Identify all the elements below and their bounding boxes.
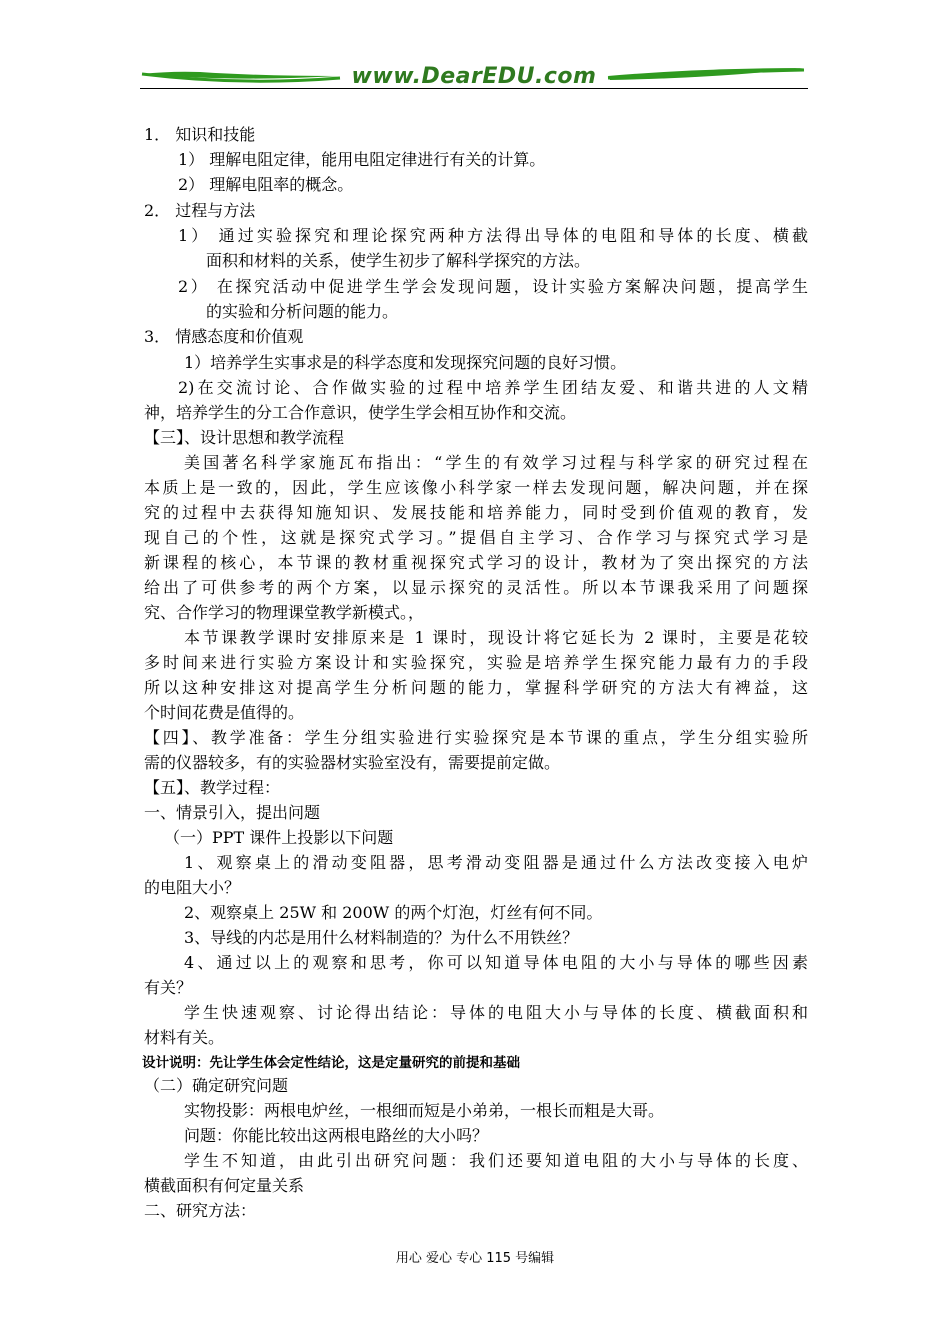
paragraph-line: 新课程的核心，本节课的教材重视探究式学习的设计，教材为了突出探究的方法 bbox=[144, 553, 808, 572]
list-item: 1） 通过实验探究和理论探究两种方法得出导体的电阻和导体的长度、横截 bbox=[178, 226, 808, 245]
paragraph-line: 学生快速观察、讨论得出结论：导体的电阻大小与导体的长度、横截面积和 bbox=[184, 1003, 808, 1022]
paragraph-line: 学生不知道，由此引出研究问题：我们还要知道电阻的大小与导体的长度、 bbox=[184, 1151, 808, 1170]
question-item: 4、通过以上的观察和思考，你可以知道导体电阻的大小与导体的哪些因素 bbox=[184, 953, 808, 972]
paragraph-line: 神，培养学生的分工合作意识，使学生学会相互协作和交流。 bbox=[144, 403, 577, 422]
paragraph-line: 究的过程中去获得知施知识、发展技能和培养能力，同时受到价值观的教育，发 bbox=[144, 503, 808, 522]
list-item-cont: 面积和材料的关系，使学生初步了解科学探究的方法。 bbox=[206, 251, 591, 270]
list-item: 1） 理解电阻定律，能用电阻定律进行有关的计算。 bbox=[178, 150, 546, 169]
paragraph-line: 实物投影：两根电炉丝，一根细而短是小弟弟，一根长而粗是大哥。 bbox=[184, 1101, 665, 1120]
paragraph-line: 本节课教学课时安排原来是 1 课时，现设计将它延长为 2 课时，主要是花较 bbox=[184, 628, 808, 647]
section-heading: 【五】、教学过程： bbox=[144, 778, 281, 797]
subheading: （二）确定研究问题 bbox=[144, 1076, 289, 1095]
question-item-cont: 的电阻大小？ bbox=[144, 878, 241, 897]
question-item-cont: 有关？ bbox=[144, 978, 193, 997]
page-footer: 用心 爱心 专心 115 号编辑 bbox=[395, 1251, 555, 1266]
paragraph-line: 问题：你能比较出这两根电路丝的大小吗？ bbox=[184, 1126, 489, 1145]
subheading: （一）PPT 课件上投影以下问题 bbox=[164, 828, 394, 847]
question-item: 2、观察桌上 25W 和 200W 的两个灯泡，灯丝有何不同。 bbox=[184, 903, 603, 922]
design-note: 设计说明：先让学生体会定性结论，这是定量研究的前提和基础 bbox=[142, 1055, 520, 1071]
paragraph-line: 究、合作学习的物理课堂教学新模式。， bbox=[144, 603, 425, 622]
header-banner bbox=[140, 62, 808, 94]
header-divider bbox=[140, 88, 808, 89]
paragraph-line: 所以这种安排这对提高学生分析问题的能力，掌握科学研究的方法大有裨益，这 bbox=[144, 678, 808, 697]
list-item: 2)在交流讨论、合作做实验的过程中培养学生团结友爱、和谐共进的人文精 bbox=[178, 378, 808, 397]
section-heading: 【三】、设计思想和教学流程 bbox=[144, 428, 345, 447]
paragraph-line: 本质上是一致的，因此，学生应该像小科学家一样去发现问题，解决问题，并在探 bbox=[144, 478, 808, 497]
paragraph-line: 美国著名科学家施瓦布指出：“学生的有效学习过程与科学家的研究过程在 bbox=[184, 453, 808, 472]
paragraph-line: 横截面积有何定量关系 bbox=[144, 1176, 305, 1195]
list-item: 2） 在探究活动中促进学生学会发现问题，设计实验方案解决问题，提高学生 bbox=[178, 277, 808, 296]
section-heading: 【四】、教学准备：学生分组实验进行实验探究是本节课的重点，学生分组实验所 bbox=[144, 728, 808, 747]
heading: 一、情景引入，提出问题 bbox=[144, 803, 321, 822]
heading: 1． 知识和技能 bbox=[144, 125, 256, 144]
paragraph-line: 需的仪器较多，有的实验器材实验室没有，需要提前定做。 bbox=[144, 753, 561, 772]
paragraph-line: 给出了可供参考的两个方案，以显示探究的灵活性。所以本节课我采用了问题探 bbox=[144, 578, 808, 597]
question-item: 3、导线的内芯是用什么材料制造的？为什么不用铁丝？ bbox=[184, 928, 579, 947]
site-logo: www.DearEDU.com bbox=[351, 64, 597, 89]
paragraph-line: 多时间来进行实验方案设计和实验探究，实验是培养学生探究能力最有力的手段 bbox=[144, 653, 808, 672]
paragraph-line: 个时间花费是值得的。 bbox=[144, 703, 305, 722]
paragraph-line: 材料有关。 bbox=[144, 1028, 225, 1047]
list-item-cont: 的实验和分析问题的能力。 bbox=[206, 302, 399, 321]
list-item: 2） 理解电阻率的概念。 bbox=[178, 175, 354, 194]
list-item: 1）培养学生实事求是的科学态度和发现探究问题的良好习惯。 bbox=[184, 353, 627, 372]
heading: 3． 情感态度和价值观 bbox=[144, 327, 304, 346]
paragraph-line: 现自己的个性，这就是探究式学习。”提倡自主学习、合作学习与探究式学习是 bbox=[144, 528, 808, 547]
heading: 二、研究方法： bbox=[144, 1201, 257, 1220]
question-item: 1、观察桌上的滑动变阻器，思考滑动变阻器是通过什么方法改变接入电炉 bbox=[184, 853, 808, 872]
heading: 2． 过程与方法 bbox=[144, 201, 256, 220]
